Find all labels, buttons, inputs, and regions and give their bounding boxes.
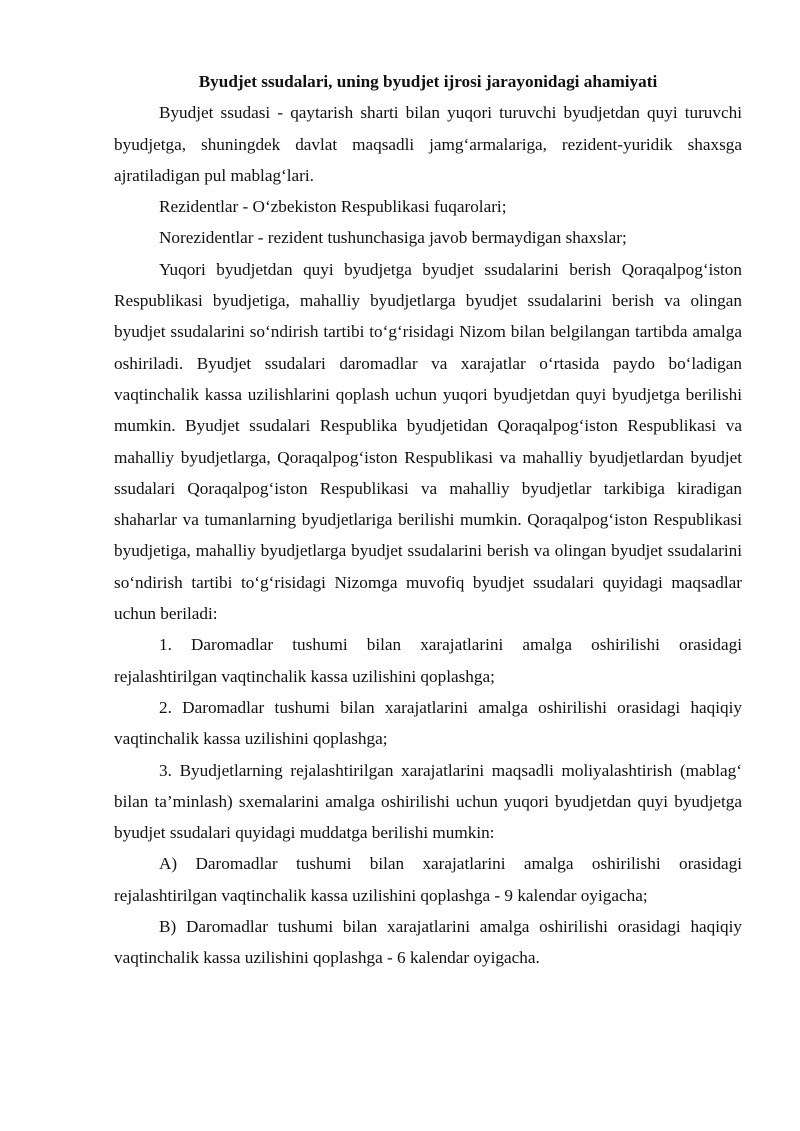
list-item-1: 1. Daromadlar tushumi bilan xarajatlarini amalga oshirilishi orasidagi rejalashtirilgan vaqtinchalik kassa uzilishini qoplashga; xyxy=(114,635,742,686)
list-item-a: A) Daromadlar tushumi bilan xarajatlarini amalga oshirilishi orasidagi rejalashtirilgan vaqtinchalik kassa uzilishini qoplashga - 9 kalendar oyigacha; xyxy=(114,854,742,905)
document-page xyxy=(114,66,742,974)
list-item-b: B) Daromadlar tushumi bilan xarajatlarini amalga oshirilishi orasidagi haqiqiy vaqtinchalik kassa uzilishini qoplashga - 6 kalendar oyigacha. xyxy=(114,917,742,968)
paragraph-nonresidents: Norezidentlar - rezident tushunchasiga javob bermaydigan shaxslar; xyxy=(159,228,627,248)
paragraph-residents: Rezidentlar - O‘zbekiston Respublikasi fuqarolari; xyxy=(159,197,507,217)
paragraph-definition: Byudjet ssudasi - qaytarish sharti bilan yuqori turuvchi byudjetdan quyi turuvchi byudjetga, shuningdek davlat maqsadli jamg‘armalariga, rezident-yuridik shaxsga ajratiladigan pul mablag‘lari. xyxy=(114,103,742,185)
list-item-2: 2. Daromadlar tushumi bilan xarajatlarini amalga oshirilishi orasidagi haqiqiy vaqtinchalik kassa uzilishini qoplashga; xyxy=(114,697,742,749)
document-title: Byudjet ssudalari, uning byudjet ijrosi jarayonidagi ahamiyati xyxy=(198,72,658,91)
paragraph-loan-procedure: Yuqori byudjetdan quyi byudjetga byudjet ssudalarini berish Qoraqalpog‘iston Respublikasi byudjetiga, mahalliy byudjetlarga byudjet ssudalarini berish va olingan byudjet ssudalarini so‘ndirish tartibi to‘g‘risidagi Nizom bilan belgilangan tartibda amalga oshiriladi. Byudjet ssudalari daromadlar va xarajatlar o‘rtasida paydo bo‘ladigan vaqtinchalik kassa uzilishlarini qoplash uchun yuqori byudjetdan quyi byudjetga berilishi mumkin. Byudjet ssudalari Respublika byudjetidan Qoraqalpog‘iston Respublikasi va mahalliy byudjetlarga, Qoraqalpog‘iston Respublikasi va mahalliy byudjetlardan byudjet ssudalari Qoraqalpog‘iston Respublikasi va mahalliy byudjetlar tarkibiga kiradigan shaharlar va tumanlarning byudjetlariga berilishi mumkin. Qoraqalpog‘iston Respublikasi byudjetiga, mahalliy byudjetlarga byudjet ssudalarini berish va olingan byudjet ssudalarini so‘ndirish tartibi to‘g‘risidagi Nizomga muvofiq byudjet ssudalari quyidagi maqsadlar uchun beriladi: xyxy=(114,259,742,624)
list-item-3: 3. Byudjetlarning rejalashtirilgan xarajatlarini maqsadli moliyalashtirish (mablag‘ bilan ta’minlash) sxemalarini amalga oshirilishi uchun yuqori byudjetdan quyi byudjetga byudjet ssudalari quyidagi muddatga berilishi mumkin: xyxy=(114,760,742,843)
